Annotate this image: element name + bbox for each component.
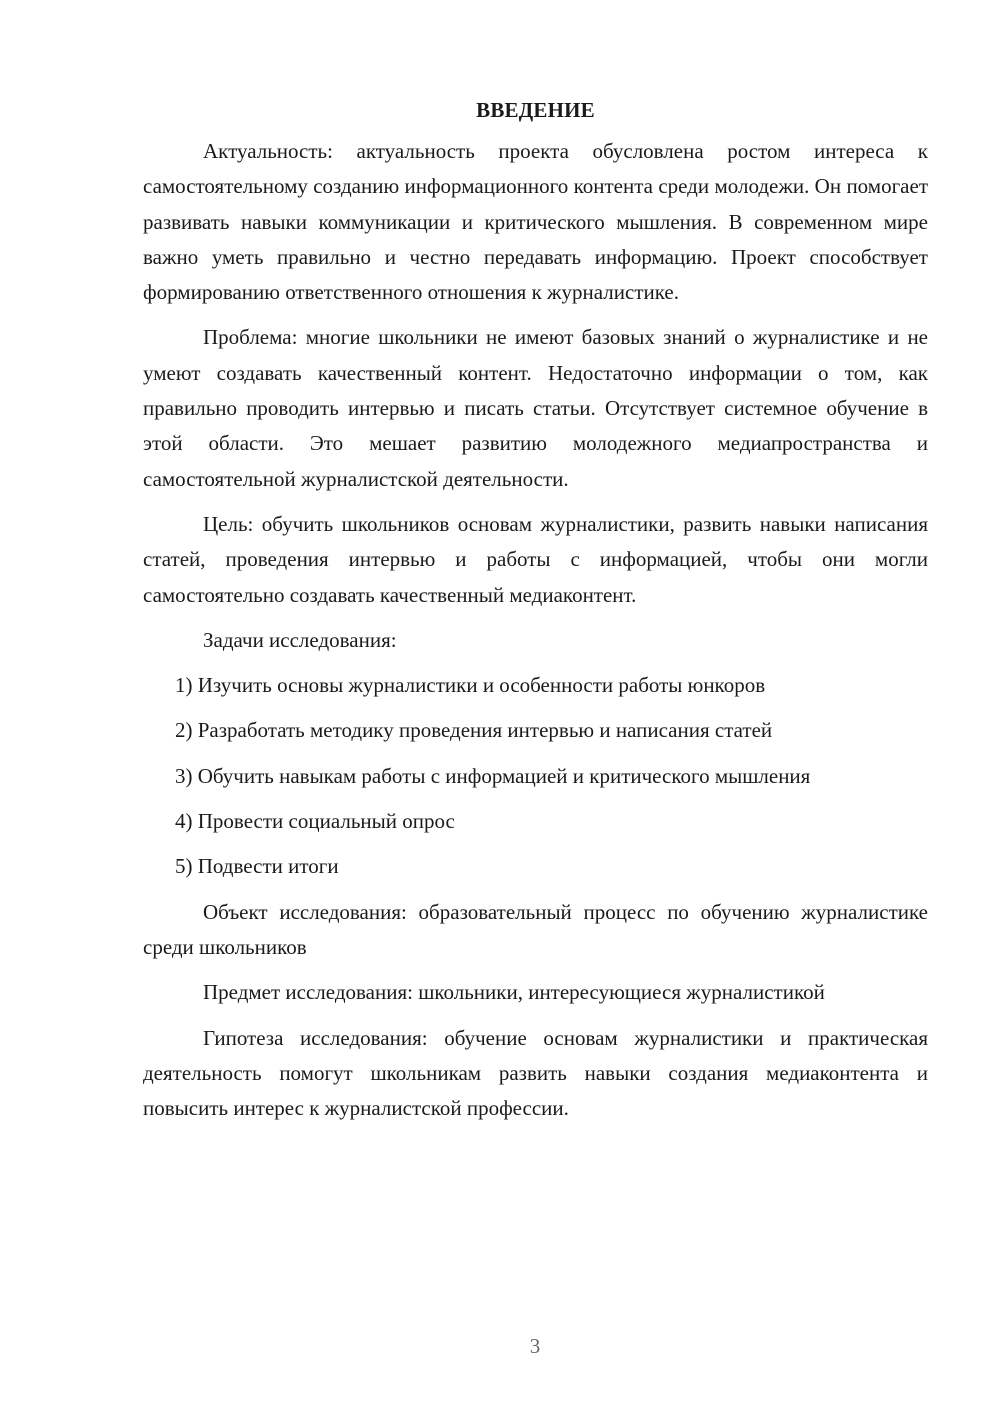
paragraph-goal: Цель: обучить школьников основам журналистики, развить навыки написания статей, проведения интервью и работы с информацией, чтобы они могли самостоятельно создавать качественный медиаконтент.	[143, 511, 928, 607]
page-number: 3	[529, 1334, 541, 1358]
task-item-1: 1) Изучить основы журналистики и особенности работы юнкоров	[175, 673, 766, 698]
task-item-4: 4) Провести социальный опрос	[175, 809, 455, 834]
paragraph-subject: Предмет исследования: школьники, интересующиеся журналистикой	[203, 980, 825, 1005]
paragraph-object: Объект исследования: образовательный процесс по обучению журналистике среди школьников	[143, 899, 928, 959]
tasks-heading: Задачи исследования:	[203, 627, 397, 652]
document-page	[143, 93, 928, 1126]
task-item-2: 2) Разработать методику проведения интервью и написания статей	[175, 718, 773, 743]
paragraph-problem: Проблема: многие школьники не имеют базовых знаний о журналистике и не умеют создавать качественный контент. Недостаточно информации о том, как правильно проводить интервью и писать статьи. Отсутствует системное обучение в этой области. Это мешает развитию молодежного медиапространства и самостоятельной журналистской деятельности.	[143, 325, 928, 491]
task-item-3: 3) Обучить навыкам работы с информацией и критического мышления	[175, 763, 811, 788]
paragraph-relevance: Актуальность: актуальность проекта обусловлена ростом интереса к самостоятельному созданию информационного контента среди молодежи. Он помогает развивать навыки коммуникации и критического мышления. В современном мире важно уметь правильно и честно передавать информацию. Проект способствует формированию ответственного отношения к журналистике.	[143, 139, 928, 305]
paragraph-hypothesis: Гипотеза исследования: обучение основам журналистики и практическая деятельность помогут школьникам развить навыки создания медиаконтента и повысить интерес к журналистской профессии.	[143, 1025, 928, 1121]
task-item-5: 5) Подвести итоги	[175, 854, 339, 879]
page-title: ВВЕДЕНИЕ	[476, 98, 595, 122]
